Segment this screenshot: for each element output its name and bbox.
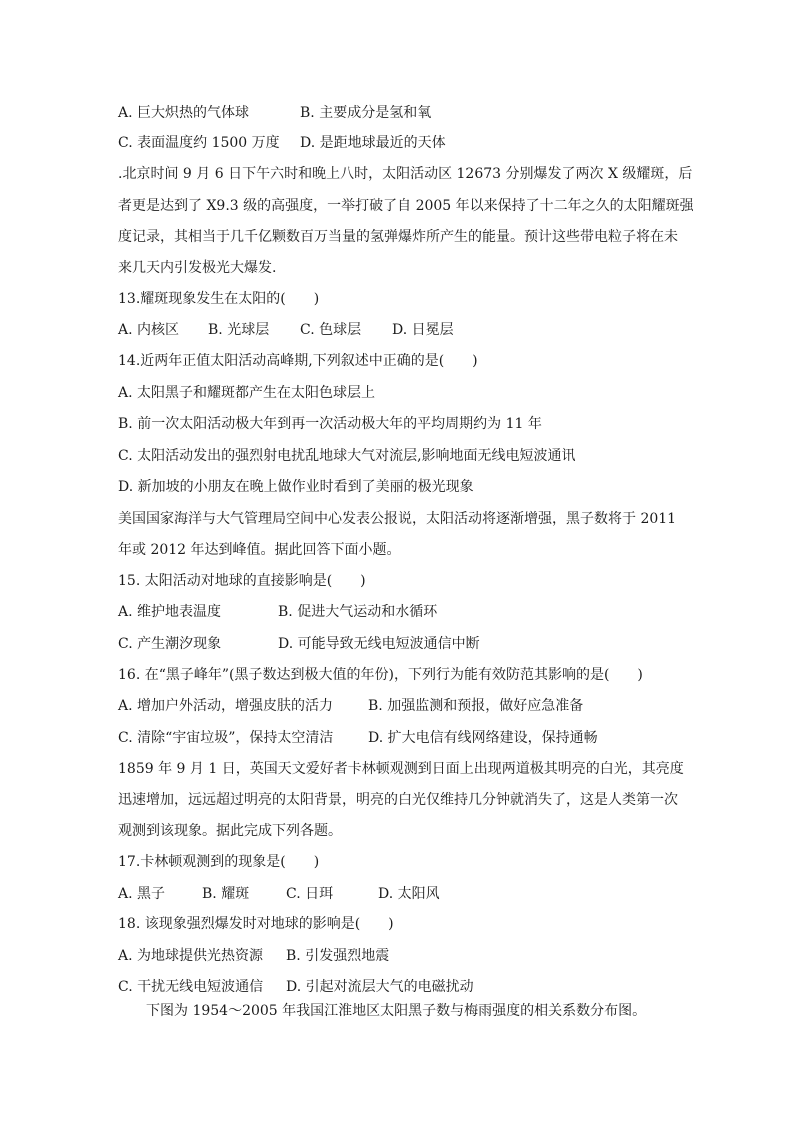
q14-stem: 14.近两年正值太阳活动高峰期,下列叙述中正确的是( ) — [118, 353, 478, 369]
passage2-line-1: 美国国家海洋与大气管理局空间中心发表公报说，太阳活动将逐渐增强，黑子数将于 2011 — [118, 511, 677, 527]
figure-intro: 下图为 1954～2005 年我国江淮地区太阳黑子数与梅雨强度的相关系数分布图。 — [146, 1003, 647, 1019]
q15-options-row-2 — [118, 634, 678, 654]
q17-options — [118, 884, 678, 904]
q16-options-row-1 — [118, 696, 678, 716]
passage1-line-3: 度记录，其相当于几千亿颗数百万当量的氢弹爆炸所产生的能量。预计这些带电粒子将在未 — [118, 229, 678, 245]
passage2-line-2: 年或 2012 年达到峰值。据此回答下面小题。 — [118, 542, 401, 558]
q15-option-b: B. 促进大气运动和水循环 — [278, 604, 438, 620]
q16-option-a: A. 增加户外活动，增强皮肤的活力 — [118, 698, 334, 714]
q18-option-b: B. 引发强烈地震 — [286, 948, 390, 964]
q13-stem: 13.耀斑现象发生在太阳的( ) — [118, 291, 320, 307]
q14-option-b: B. 前一次太阳活动极大年到再一次活动极大年的平均周期约为 11 年 — [118, 416, 542, 432]
q16-options-row-2 — [118, 728, 678, 748]
q13-option-c: C. 色球层 — [300, 322, 362, 338]
passage1-line-1: .北京时间 9 月 6 日下午六时和晚上八时，太阳活动区 12673 分别爆发了两次 X 级耀斑，后 — [118, 166, 693, 182]
passage1-line-2: 者更是达到了 X9.3 级的高强度，一举打破了自 2005 年以来保持了十二年之久的太阳耀斑强 — [118, 198, 694, 214]
q18-stem: 18. 该现象强烈爆发时对地球的影响是( ) — [118, 916, 394, 932]
q12-option-c: C. 表面温度约 1500 万度 — [118, 135, 280, 151]
q14-option-c: C. 太阳活动发出的强烈射电扰乱地球大气对流层,影响地面无线电短波通讯 — [118, 448, 576, 464]
q16-option-b: B. 加强监测和预报，做好应急准备 — [368, 698, 584, 714]
q17-option-c: C. 日珥 — [286, 886, 334, 902]
q13-option-d: D. 日冕层 — [392, 322, 454, 338]
q18-option-c: C. 干扰无线电短波通信 — [118, 979, 264, 995]
q17-option-a: A. 黑子 — [118, 886, 166, 902]
q18-options-row-1 — [118, 946, 678, 966]
q13-option-a: A. 内核区 — [118, 322, 180, 338]
q15-stem: 15. 太阳活动对地球的直接影响是( ) — [118, 573, 366, 589]
q13-option-b: B. 光球层 — [208, 322, 270, 338]
q12-option-d: D. 是距地球最近的天体 — [300, 135, 446, 151]
q17-option-d: D. 太阳风 — [378, 886, 440, 902]
passage3-line-3: 观测到该现象。据此完成下列各题。 — [118, 823, 342, 839]
q15-option-d: D. 可能导致无线电短波通信中断 — [278, 636, 480, 652]
q12-option-a: A. 巨大炽热的气体球 — [118, 105, 250, 121]
q18-option-d: D. 引起对流层大气的电磁扰动 — [286, 979, 474, 995]
q18-options-row-2 — [118, 977, 678, 997]
q18-option-a: A. 为地球提供光热资源 — [118, 948, 264, 964]
passage1-line-4: 来几天内引发极光大爆发. — [118, 260, 277, 276]
q14-option-d: D. 新加坡的小朋友在晚上做作业时看到了美丽的极光现象 — [118, 479, 474, 495]
q16-stem: 16. 在“黑子峰年”(黑子数达到极大值的年份)，下列行为能有效防范其影响的是( ) — [118, 667, 643, 683]
q12-options-row-1 — [118, 103, 678, 123]
q12-options-row-2 — [118, 133, 678, 153]
q16-option-d: D. 扩大电信有线网络建设，保持通畅 — [368, 730, 598, 746]
q15-option-a: A. 维护地表温度 — [118, 604, 222, 620]
passage3-line-2: 迅速增加，远远超过明亮的太阳背景，明亮的白光仅维持几分钟就消失了，这是人类第一次 — [118, 792, 678, 808]
q15-options-row-1 — [118, 602, 678, 622]
passage3-line-1: 1859 年 9 月 1 日，英国天文爱好者卡林顿观测到日面上出现两道极其明亮的白光，其亮度 — [118, 761, 684, 777]
q14-option-a: A. 太阳黑子和耀斑都产生在太阳色球层上 — [118, 385, 376, 401]
q15-option-c: C. 产生潮汐现象 — [118, 636, 222, 652]
q12-option-b: B. 主要成分是氢和氧 — [300, 105, 432, 121]
q13-options — [118, 320, 678, 340]
q16-option-c: C. 清除“宇宙垃圾”，保持太空清洁 — [118, 730, 334, 746]
q17-stem: 17.卡林顿观测到的现象是( ) — [118, 854, 320, 870]
q17-option-b: B. 耀斑 — [202, 886, 250, 902]
